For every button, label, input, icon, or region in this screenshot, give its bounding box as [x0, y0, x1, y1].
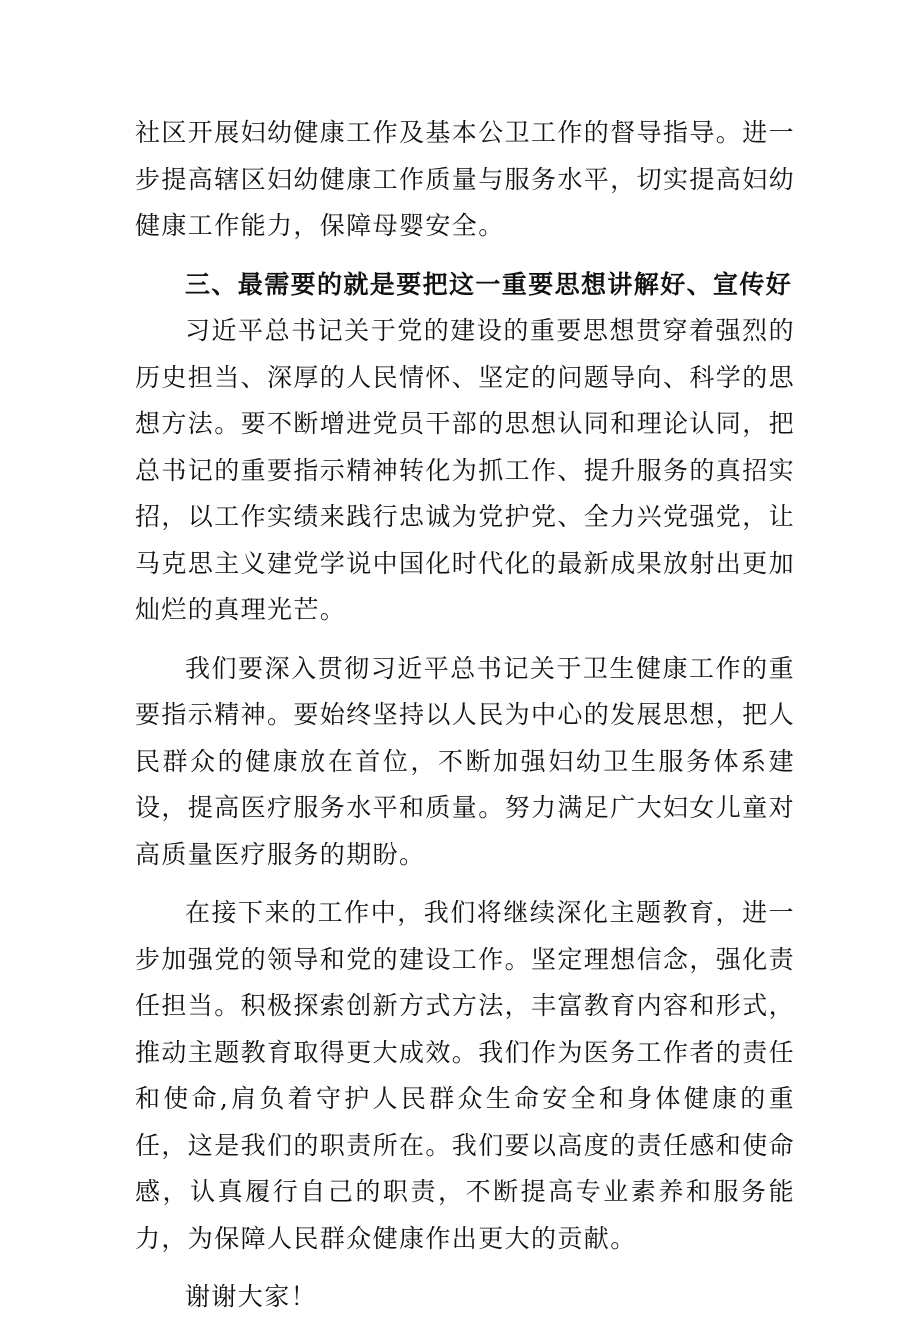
paragraph-health-work: 我们要深入贯彻习近平总书记关于卫生健康工作的重要指示精神。要始终坚持以人民为中心的发展思想，把人民群众的健康放在首位，不断加强妇幼卫生服务体系建设，提高医疗服务水平和质量。努力满足广大妇女儿童对高质量医疗服务的期盼。: [135, 653, 796, 869]
paragraph-party-building: 习近平总书记关于党的建设的重要思想贯穿着强烈的历史担当、深厚的人民情怀、坚定的问题导向、科学的思想方法。要不断增进党员干部的思想认同和理论认同，把总书记的重要指示精神转化为抓工作、提升服务的真招实招，以工作实绩来践行忠诚为党护党、全力兴党强党，让马克思主义建党学说中国化时代化的最新成果放射出更加灿烂的真理光芒。: [135, 316, 796, 624]
paragraph-next-steps: 在接下来的工作中，我们将继续深化主题教育，进一步加强党的领导和党的建设工作。坚定理想信念，强化责任担当。积极探索创新方式方法，丰富教育内容和形式，推动主题教育取得更大成效。我们作为医务工作者的责任和使命,肩负着守护人民群众生命安全和身体健康的重任，这是我们的职责所在。我们要以高度的责任感和使命感，认真履行自己的职责，不断提高专业素养和服务能力，为保障人民群众健康作出更大的贡献。: [135, 898, 796, 1253]
document-body: [135, 110, 795, 1321]
section-heading: 三、最需要的就是要把这一重要思想讲解好、宣传好: [185, 269, 793, 299]
closing-thanks: 谢谢大家！: [185, 1282, 318, 1311]
paragraph-continued: 社区开展妇幼健康工作及基本公卫工作的督导指导。进一步提高辖区妇幼健康工作质量与服务水平，切实提高妇幼健康工作能力，保障母婴安全。: [135, 118, 796, 240]
